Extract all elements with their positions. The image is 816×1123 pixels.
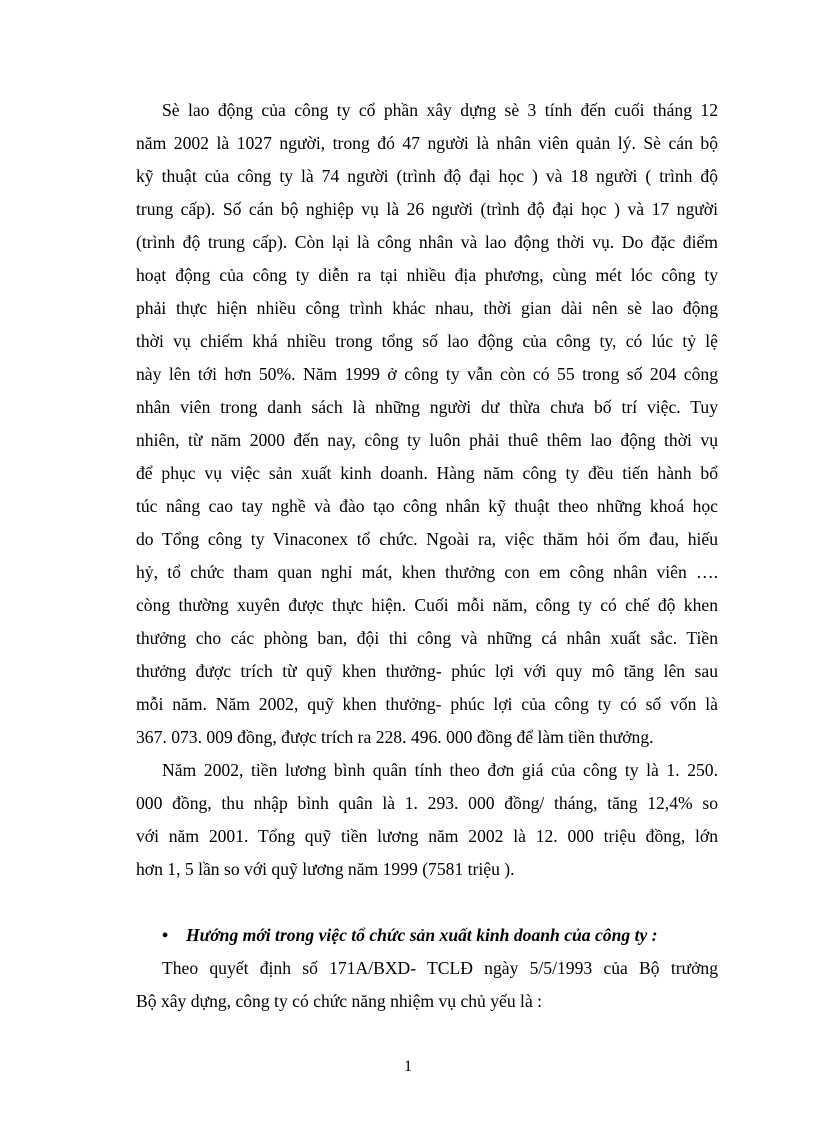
- document-page: [136, 94, 718, 1018]
- text-line: thời vụ chiếm khá nhiều trong tổng số lao động của công ty, có lúc tỷ lệ: [136, 331, 718, 351]
- text-line: nhân viên trong danh sách là những người dư thừa chưa bố trí việc. Tuy: [136, 397, 718, 417]
- text-line: 367. 073. 009 đồng, được trích ra 228. 496. 000 đồng để làm tiền thưởng.: [136, 727, 654, 747]
- text-line: hoạt động của công ty diễn ra tại nhiều địa phương, cùng mét lóc công ty: [136, 265, 718, 285]
- text-line: Năm 2002, tiền lương bình quân tính theo đơn giá của công ty là 1. 250.: [162, 760, 718, 780]
- text-line: thưởng được trích từ quỹ khen thưởng- phúc lợi với quy mô tăng lên sau: [136, 661, 718, 681]
- section-heading-text: Hướng mới trong việc tổ chức sản xuất kinh doanh của công ty :: [186, 925, 658, 945]
- text-line: trung cấp). Số cán bộ nghiệp vụ là 26 người (trình độ đại học ) và 17 người: [136, 199, 718, 219]
- text-line: 000 đồng, thu nhập bình quân là 1. 293. 000 đồng/ tháng, tăng 12,4% so: [136, 793, 718, 813]
- text-line: túc nâng cao tay nghề và đào tạo công nhân kỹ thuật theo những khoá học: [136, 496, 718, 516]
- paragraph-decision: [136, 952, 718, 1018]
- text-line: Theo quyết định số 171A/BXD- TCLĐ ngày 5/5/1993 của Bộ trưởng: [162, 958, 718, 978]
- text-line: (trình độ trung cấp). Còn lại là công nhân và lao động thời vụ. Do đặc điểm: [136, 232, 718, 252]
- text-line: do Tổng công ty Vinaconex tổ chức. Ngoài ra, việc thăm hỏi ốm đau, hiếu: [136, 529, 718, 549]
- text-line: Bộ xây dựng, công ty có chức năng nhiệm vụ chủ yếu là :: [136, 991, 543, 1011]
- page-number: 1: [404, 1058, 412, 1075]
- text-line: với năm 2001. Tổng quỹ tiền lương năm 2002 là 12. 000 triệu đồng, lớn: [136, 826, 718, 846]
- text-line: này lên tới hơn 50%. Năm 1999 ở công ty vẫn còn có 55 trong số 204 công: [136, 364, 718, 384]
- text-line: mỗi năm. Năm 2002, quỹ khen thưởng- phúc lợi của công ty có số vốn là: [136, 694, 718, 714]
- text-line: kỹ thuật của công ty là 74 người (trình độ đại học ) và 18 người ( trình độ: [136, 166, 718, 186]
- bullet-icon: •: [162, 925, 169, 945]
- section-heading: [136, 919, 718, 952]
- text-line: nhiên, từ năm 2000 đến nay, công ty luôn phải thuê thêm lao động thời vụ: [136, 430, 718, 450]
- text-line: thưởng cho các phòng ban, đội thi công và những cá nhân xuất sắc. Tiền: [136, 628, 718, 648]
- text-line: hỷ, tổ chức tham quan nghỉ mát, khen thưởng con em công nhân viên ….: [136, 562, 718, 582]
- text-line: phải thực hiện nhiều công trình khác nhau, thời gian dài nên sè lao động: [136, 298, 718, 318]
- paragraph-salary: [136, 754, 718, 886]
- text-line: Sè lao động của công ty cổ phần xây dựng sè 3 tính đến cuối tháng 12: [162, 100, 718, 120]
- text-line: năm 2002 là 1027 người, trong đó 47 người là nhân viên quản lý. Sè cán bộ: [136, 133, 718, 153]
- text-line: hơn 1, 5 lần so với quỹ lương năm 1999 (7581 triệu ).: [136, 859, 515, 879]
- text-line: còng thường xuyên được thực hiện. Cuối mỗi năm, công ty có chế độ khen: [136, 595, 718, 615]
- text-line: để phục vụ việc sản xuất kinh doanh. Hàng năm công ty đều tiến hành bổ: [136, 463, 718, 483]
- paragraph-labor: [136, 94, 718, 754]
